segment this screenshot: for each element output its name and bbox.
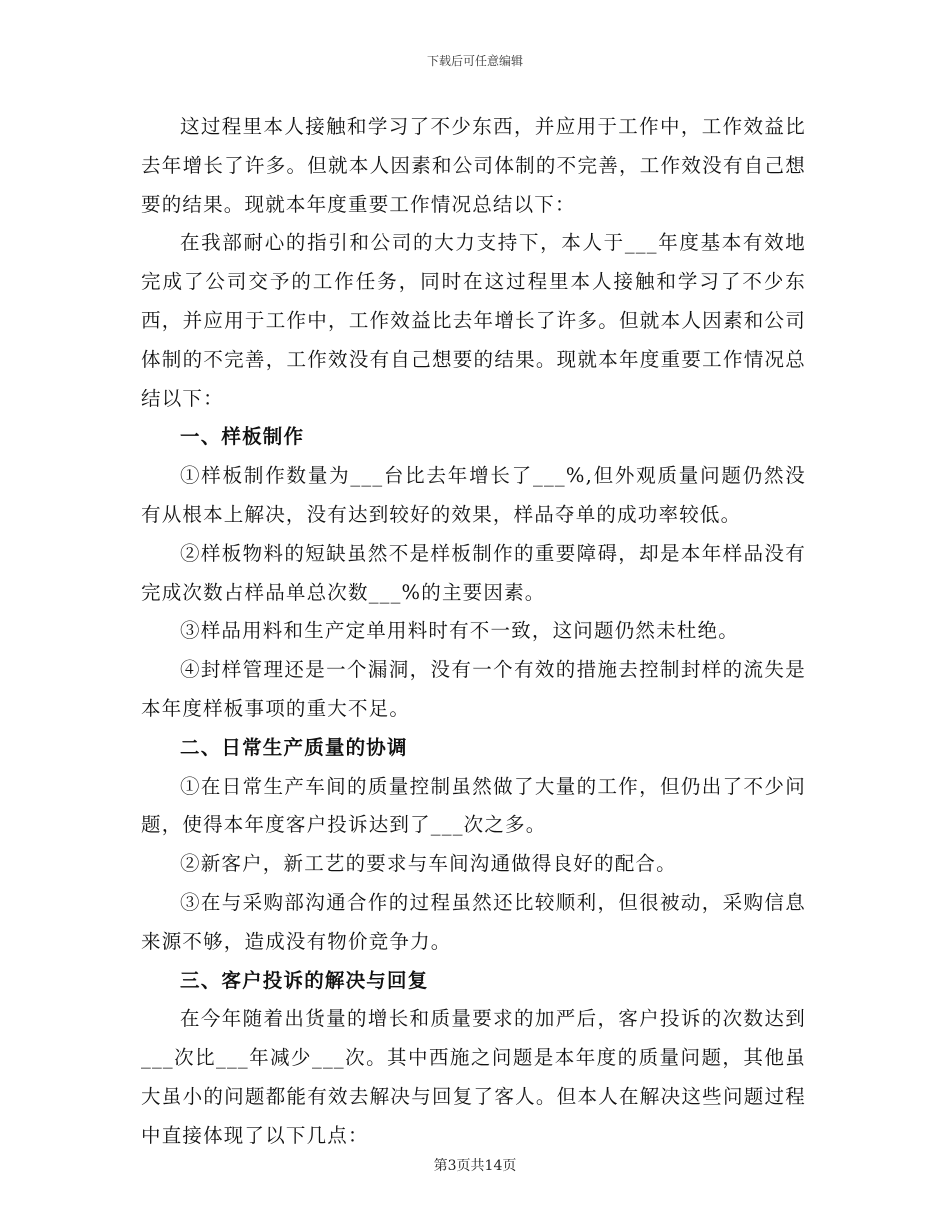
section-heading-2: 二、日常生产质量的协调 (180, 735, 408, 759)
paragraph-2-2: ②新客户，新工艺的要求与车间沟通做得良好的配合。 (180, 852, 677, 876)
paragraph-3-1: 在今年随着出货量的增长和质量要求的加严后，客户投诉的次数达到___次比___年减少___次。其中西施之问题是本年度的质量问题，其他虽大虽小的问题都能有效去解决与回复了客人。但本人在解决这些问题过程中直接体现了以下几点： (141, 1007, 806, 1147)
paragraph-intro-1: 这过程里本人接触和学习了不少东西，并应用于工作中，工作效益比去年增长了许多。但就本人因素和公司体制的不完善，工作效没有自己想要的结果。现就本年度重要工作情况总结以下： (141, 115, 806, 216)
section-heading-3: 三、客户投诉的解决与回复 (180, 968, 429, 992)
page-footer: 第3页共14页 (433, 1158, 517, 1174)
paragraph-1-4: ④封样管理还是一个漏洞，没有一个有效的措施去控制封样的流失是本年度样板事项的重大不足。 (141, 658, 806, 720)
paragraph-1-1: ①样板制作数量为___台比去年增长了___%,但外观质量问题仍然没有从根本上解决，没有达到较好的效果，样品夺单的成功率较低。 (141, 464, 806, 526)
page-header: 下载后可任意编辑 (426, 54, 523, 68)
paragraph-2-1: ①在日常生产车间的质量控制虽然做了大量的工作，但仍出了不少问题，使得本年度客户投诉达到了___次之多。 (141, 774, 806, 837)
paragraph-intro-2: 在我部耐心的指引和公司的大力支持下，本人于___年度基本有效地完成了公司交予的工作任务，同时在这过程里本人接触和学习了不少东西，并应用于工作中，工作效益比去年增长了许多。但就本人因素和公司体制的不完善，工作效没有自己想要的结果。现就本年度重要工作情况总结以下： (141, 231, 806, 410)
paragraph-1-3: ③样品用料和生产定单用料时有不一致，这问题仍然未杜绝。 (180, 619, 739, 643)
paragraph-2-3: ③在与采购部沟通合作的过程虽然还比较顺利，但很被动，采购信息来源不够，造成没有物价竞争力。 (141, 890, 806, 953)
section-heading-1: 一、样板制作 (180, 425, 305, 449)
document-body (141, 108, 806, 1156)
paragraph-1-2: ②样板物料的短缺虽然不是样板制作的重要障碍，却是本年样品没有完成次数占样品单总次数___%的主要因素。 (141, 541, 806, 604)
